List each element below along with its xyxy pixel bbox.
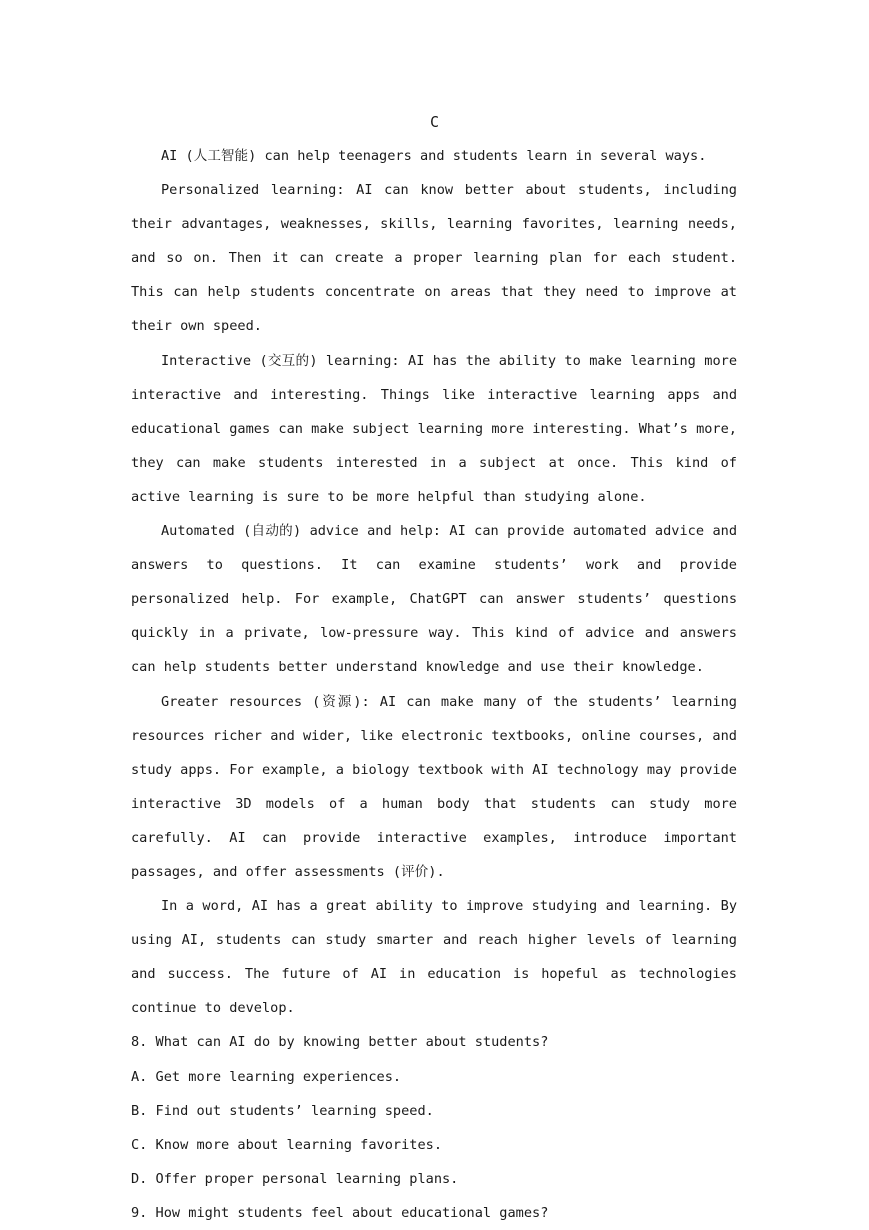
question-stem: 8. What can AI do by knowing better about students?: [131, 1034, 549, 1051]
question-9: [131, 1196, 737, 1230]
section-label: C: [429, 113, 440, 131]
answer-option-b: B. Find out students’ learning speed.: [131, 1102, 434, 1119]
answer-option-c: C. Know more about learning favorites.: [131, 1136, 442, 1153]
passage-interactive-learning-paragraph: Interactive (交互的) learning: AI has the ability to make learning more interactive and interesting. Things like interactive learning apps and educational games can make subject learning more interesting. What’s more, they can make students interested in a subject at once. This kind of active learning is sure to be more helpful than studying alone.: [131, 352, 737, 505]
passage-personalized-learning-paragraph: Personalized learning: AI can know better about students, including their advantages, weaknesses, skills, learning favorites, learning needs, and so on. Then it can create a proper learning plan for each student. This can help students concentrate on areas that they need to improve at their own speed.: [131, 182, 737, 335]
reading-passage: [131, 139, 737, 1230]
passage-automated-advice-paragraph: Automated (自动的) advice and help: AI can provide automated advice and answers to questions. It can examine students’ work and provide personalized help. For example, ChatGPT can answer students’ questions quickly in a private, low-pressure way. This kind of advice and answers can help students better understand knowledge and use their knowledge.: [131, 523, 737, 676]
passage-greater-resources-paragraph: Greater resources (资源): AI can make many of the students’ learning resources richer and wider, like electronic textbooks, online courses, and study apps. For example, a biology textbook with AI technology may provide interactive 3D models of a human body that students can study more carefully. AI can provide interactive examples, introduce important passages, and offer assessments (评价).: [131, 693, 737, 880]
question-8: [131, 1025, 737, 1195]
passage-conclusion-paragraph: In a word, AI has a great ability to improve studying and learning. By using AI, students can study smarter and reach higher levels of learning and success. The future of AI in education is hopeful as technologies continue to develop.: [131, 898, 737, 1017]
passage-intro-paragraph: AI (人工智能) can help teenagers and students learn in several ways.: [161, 148, 707, 164]
question-stem: 9. How might students feel about educational games?: [131, 1204, 549, 1221]
answer-option-a: A. Get more learning experiences.: [131, 1068, 402, 1085]
answer-option-d: D. Offer proper personal learning plans.: [131, 1170, 459, 1187]
